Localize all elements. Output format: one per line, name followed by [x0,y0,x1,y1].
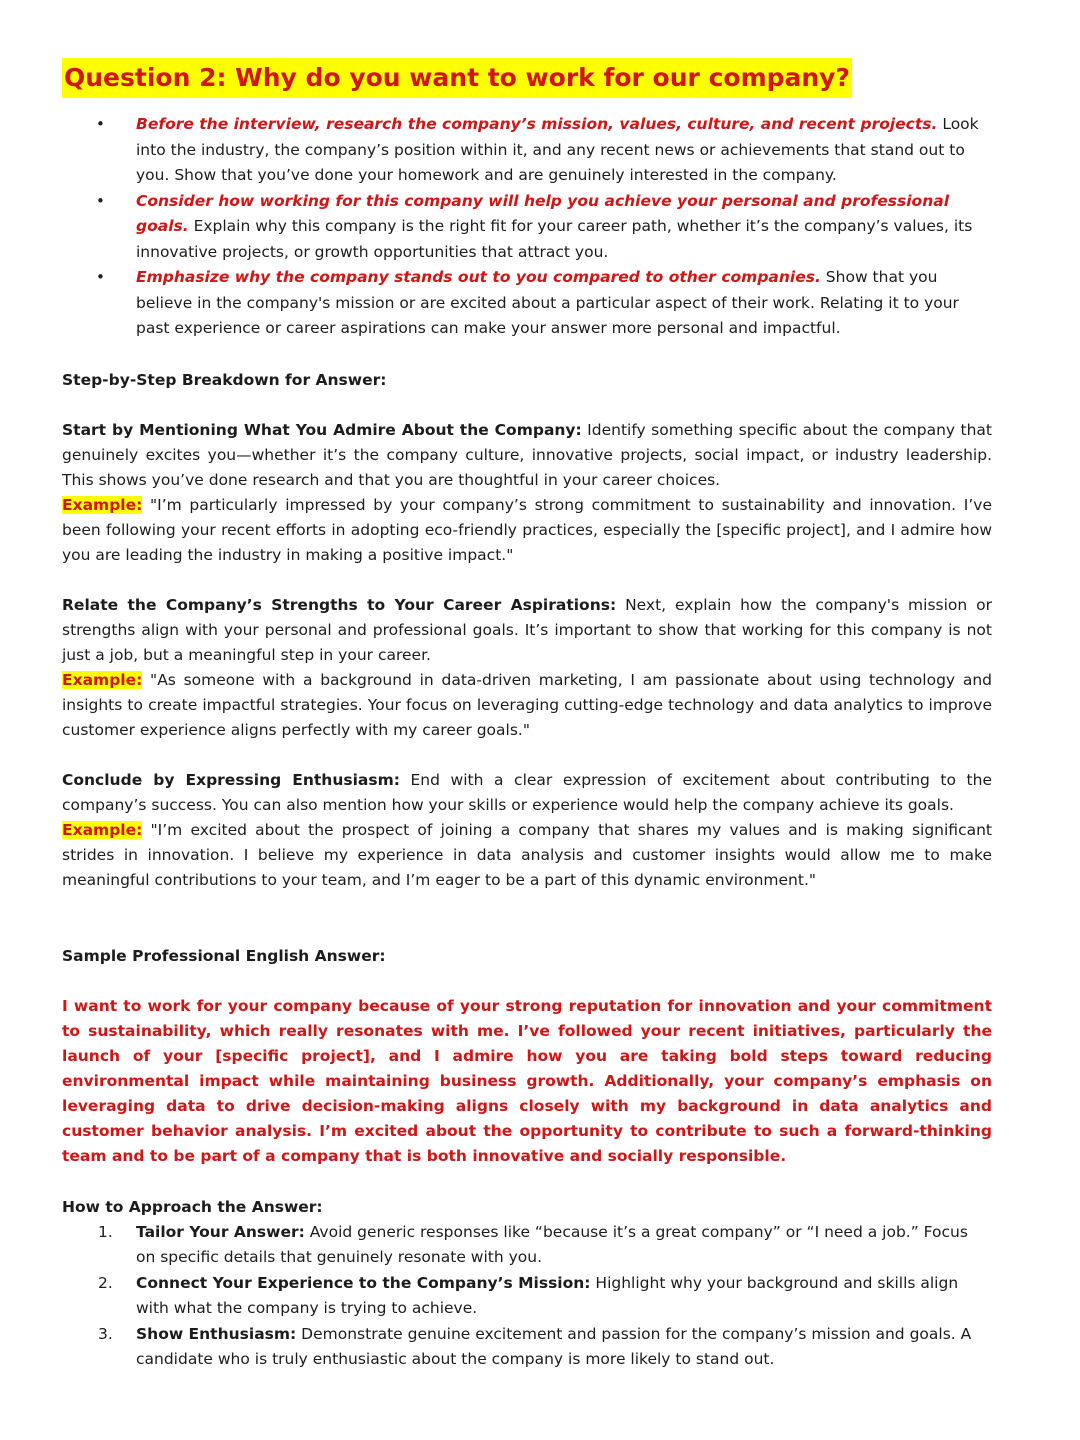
bullet-icon: • [96,268,105,286]
breakdown-paragraph [62,418,992,568]
approach-item [62,1220,992,1271]
breakdown-text: Identify something specific about the company that genuinely excites you—whether it’s the company culture, innovative projects, social impact, or industry leadership. This shows you’ve done research and that you are thoughtful in your career choices. [62,420,993,489]
tip-highlight: Before the interview, research the company’s mission, values, culture, and recent projects. [136,115,938,133]
example-text: "I’m particularly impressed by your company’s strong commitment to sustainability and innovation. I’ve been following your recent efforts in adopting eco-friendly practices, especially the [specific project], and I admire how you are leading the industry in making a positive impact." [62,495,992,564]
step-number: 3. [98,1324,113,1343]
breakdown-lead: Relate the Company’s Strengths to Your Career Aspirations: [62,595,617,614]
sample-heading: Sample Professional English Answer: [62,946,386,965]
bullet-icon: • [96,115,105,133]
step-number: 2. [98,1273,113,1292]
tips-list [62,112,992,342]
example-text: "I’m excited about the prospect of joining a company that shares my values and is making significant strides in innovation. I believe my experience in data analysis and customer insights would allow me to make meaningful contributions to your team, and I’m eager to be a part of this dynamic environment." [62,820,992,889]
tip-text: Show that you believe in the company's mission or are excited about a particular aspect of their work. Relating it to your past experience or career aspirations can make your answer more personal and impactful. [136,268,959,337]
breakdown-paragraph [62,768,992,893]
tip-highlight: Consider how working for this company will help you achieve your personal and professional goals. [136,191,950,235]
tip-text: Explain why this company is the right fit for your career path, whether it’s the company’s values, its innovative projects, or growth opportunities that attract you. [136,217,973,261]
breakdown-paragraph [62,593,992,743]
page-title: Question 2: Why do you want to work for our company? [62,58,852,98]
approach-text: Demonstrate genuine excitement and passion for the company’s mission and goals. A candidate who is truly enthusiastic about the company is more likely to stand out. [136,1324,972,1368]
approach-lead: Connect Your Experience to the Company’s Mission: [136,1273,591,1292]
approach-text: Avoid generic responses like “because it’s a great company” or “I need a job.” Focus on specific details that genuinely resonate with you. [136,1222,968,1266]
approach-text: Highlight why your background and skills align with what the company is trying to achieve. [136,1273,959,1317]
tip-text: Look into the industry, the company’s position within it, and any recent news or achievements that stand out to you. Show that you’ve done your homework and are genuinely interested in the company. [136,115,979,184]
tip-item [62,189,992,266]
tip-highlight: Emphasize why the company stands out to you compared to other companies. [136,268,821,286]
example-label: Example: [62,820,143,839]
tip-item [62,112,992,189]
approach-list [62,1220,992,1373]
breakdown-heading: Step-by-Step Breakdown for Answer: [62,370,387,389]
tip-item [62,265,992,342]
approach-lead: Tailor Your Answer: [136,1222,305,1241]
step-number: 1. [98,1222,113,1241]
example-text: "As someone with a background in data-driven marketing, I am passionate about using technology and insights to create impactful strategies. Your focus on leveraging cutting-edge technology and data analytics to improve customer experience aligns perfectly with my career goals." [62,670,992,739]
bullet-icon: • [96,191,105,210]
breakdown-lead: Start by Mentioning What You Admire About the Company: [62,420,582,439]
document-page [62,58,992,1373]
example-label: Example: [62,670,143,689]
sample-answer: I want to work for your company because of your strong reputation for innovation and your commitment to sustainability, which really resonates with me. I’ve followed your recent initiatives, particularly the launch of your [specific project], and I admire how you are taking bold steps toward reducing environmental impact while maintaining business growth. Additionally, your company’s emphasis on leveraging data to drive decision-making aligns closely with my background in data analytics and customer behavior analysis. I’m excited about the opportunity to contribute to such a forward-thinking team and to be part of a company that is both innovative and socially responsible. [62,996,992,1165]
breakdown-lead: Conclude by Expressing Enthusiasm: [62,770,400,789]
approach-item [62,1271,992,1322]
approach-heading: How to Approach the Answer: [62,1197,323,1216]
breakdown-text: End with a clear expression of excitement about contributing to the company’s success. You can also mention how your skills or experience would help the company achieve its goals. [62,770,992,814]
breakdown-text: Next, explain how the company's mission or strengths align with your personal and professional goals. It’s important to show that working for this company is not just a job, but a meaningful step in your career. [62,595,992,664]
approach-item [62,1322,992,1373]
example-label: Example: [62,495,143,514]
approach-lead: Show Enthusiasm: [136,1324,297,1343]
